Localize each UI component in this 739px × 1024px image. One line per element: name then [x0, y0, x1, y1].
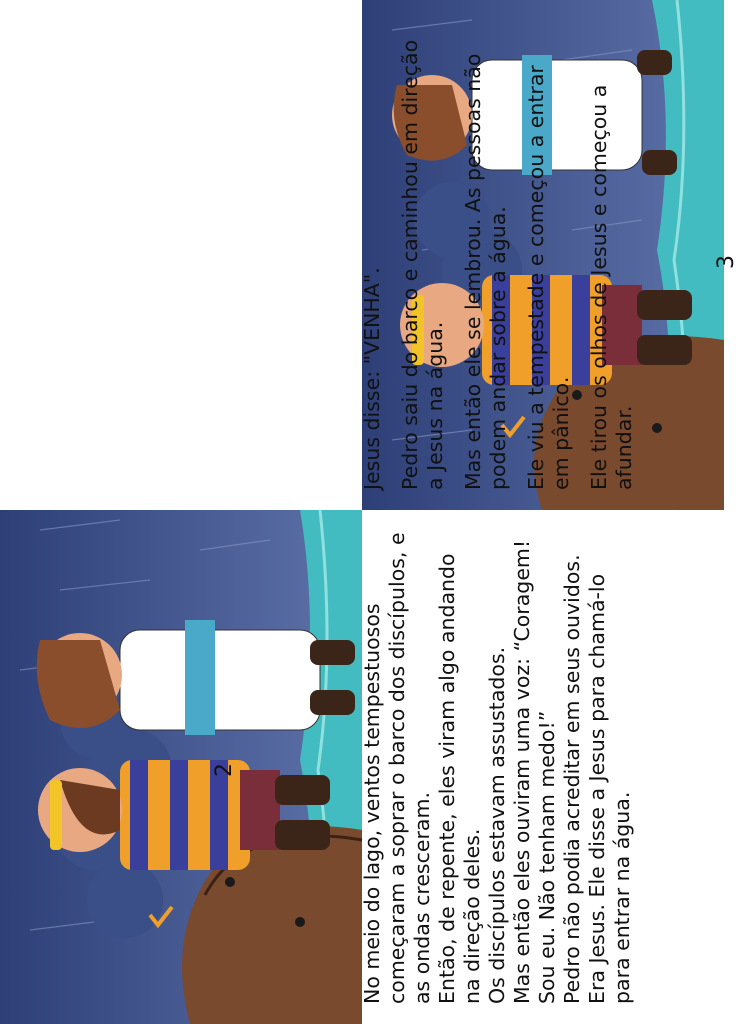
paragraph: Então, de repente, eles viram algo andando na direção deles.: [435, 553, 484, 1004]
page-left: [0, 0, 362, 1024]
page-left-text: [360, 524, 635, 1004]
paragraph: Pedro não podia acreditar em seus ouvidos. Era Jesus. Ele disse a Jesus para chamá-lo para entrar na água.: [560, 554, 634, 1004]
illustration-peter-and-jesus-on-shore: [0, 510, 362, 1024]
paragraph: Mas então ele se lembrou. As pessoas não podem andar sobre a água.: [461, 53, 510, 490]
paragraph: Ele viu a tempestade e começou a entrar em pânico.: [524, 65, 573, 490]
paragraph: Pedro saiu do barco e caminhou em direção a Jesus na água.: [398, 39, 447, 490]
paragraph: Jesus disse: "VENHA".: [360, 267, 384, 490]
paragraph: Ele tirou os olhos de Jesus e começou a afundar.: [587, 84, 636, 490]
page-number-left: 2: [212, 763, 237, 777]
paragraph: Os discípulos estavam assustados.: [485, 646, 509, 1004]
page-right-text: [360, 30, 650, 490]
page-number-right: 3: [714, 255, 739, 269]
paragraph: No meio do lago, ventos tempestuosos começaram a soprar o barco dos discípulos, e as ondas cresceram.: [360, 532, 434, 1004]
paragraph: Mas então eles ouviram uma voz: “Coragem! Sou eu. Não tenham medo!”: [510, 539, 559, 1004]
